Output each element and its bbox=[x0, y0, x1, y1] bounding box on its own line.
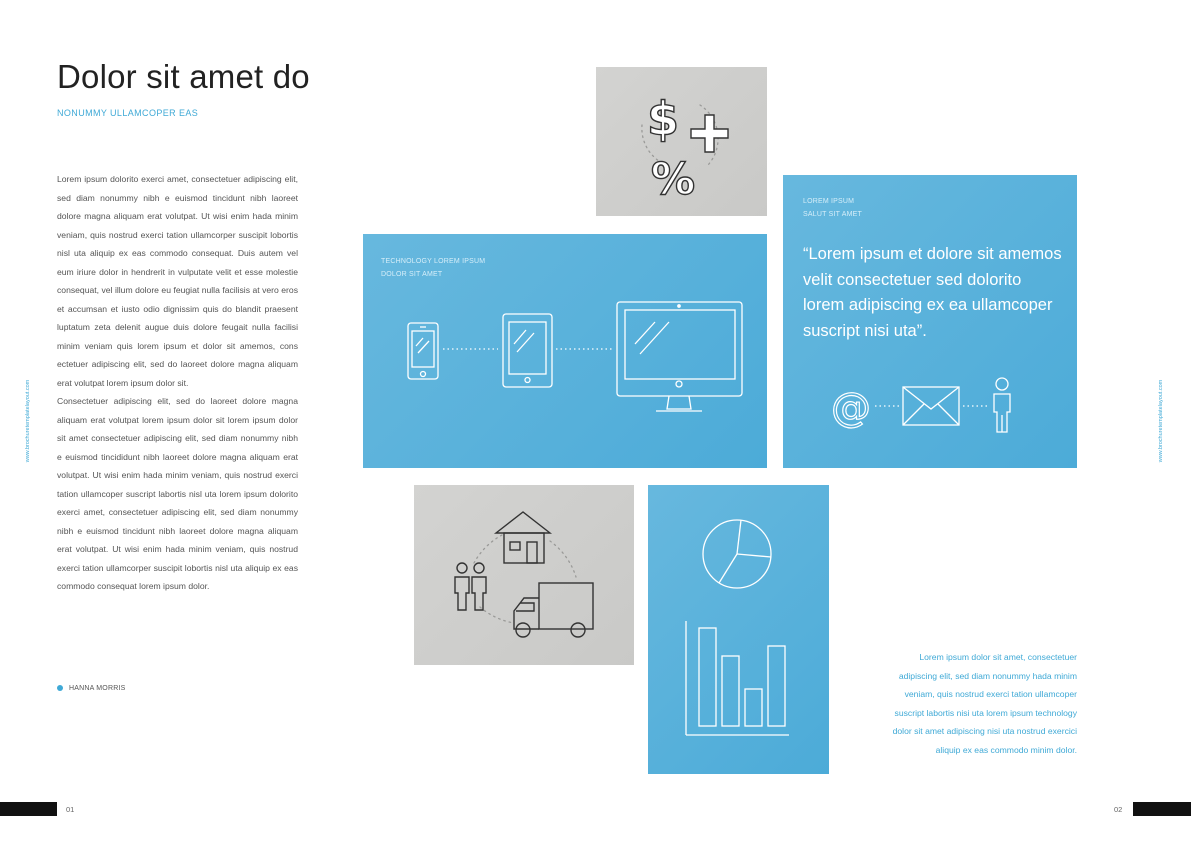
people-icon bbox=[455, 563, 486, 610]
tablet-icon bbox=[503, 314, 552, 387]
quote-label-line-1: LOREM IPSUM bbox=[803, 198, 855, 205]
bar-chart-icon bbox=[686, 621, 789, 735]
finance-illustration bbox=[596, 67, 767, 216]
charts-illustration bbox=[648, 485, 829, 774]
monitor-icon bbox=[617, 302, 742, 411]
svg-text:%: % bbox=[651, 154, 696, 205]
contact-illustration bbox=[783, 175, 1077, 468]
side-url-right: www.brochuretemplatelayout.com bbox=[1158, 379, 1164, 463]
truck-icon bbox=[514, 583, 593, 637]
plus-icon bbox=[691, 115, 728, 152]
bullet-dot-icon bbox=[57, 685, 63, 691]
page-subtitle: NONUMMY ULLAMCOPER EAS bbox=[57, 108, 199, 118]
at-sign-icon bbox=[831, 385, 871, 431]
dotted-arc-3 bbox=[480, 607, 514, 623]
pull-quote: “Lorem ipsum et dolore sit amemos velit consectetuer sed dolorito lorem adipiscing ex ea ullamcoper suscript nisi uta”. bbox=[803, 245, 1062, 340]
author-name: HANNA MORRIS bbox=[69, 685, 126, 692]
footer-bar-right bbox=[1133, 802, 1191, 816]
pie-chart-icon bbox=[703, 520, 771, 588]
dollar-icon bbox=[647, 92, 679, 146]
svg-text:@: @ bbox=[831, 385, 871, 431]
page-title: Dolor sit amet do bbox=[57, 58, 310, 95]
percent-icon bbox=[651, 154, 695, 205]
charts-panel bbox=[648, 485, 829, 774]
dotted-arc-1 bbox=[474, 535, 502, 563]
page-number-right: 02 bbox=[1114, 805, 1123, 814]
body-text bbox=[57, 170, 298, 596]
person-icon bbox=[994, 378, 1010, 432]
quote-label-line-2: SALUT SIT AMET bbox=[803, 211, 862, 218]
side-url-left: www.brochuretemplatelayout.com bbox=[25, 379, 31, 463]
logistics-panel bbox=[414, 485, 634, 665]
body-paragraph-1: Lorem ipsum dolorito exerci amet, consectetuer adipiscing elit, sed diam nonummy nibh e euismod tincidunt nibh laoreet dolore magna aliquam erat volutpat. Ut wisi enim hada minim veniam, quis nostrud exerci tation ullamcorper suscipit lobortis nisl uta aliquip ex eas commodo consequat. Duis autem vel eum iriure dolor in hendrerit in vulputate velit et esse molestie consequat, vel illum dolore eu feugiat nulla facilisis at vero eros et accumsan et iusto odio dignissim quis do blandit praesent luptatum zeta delenit augue duis dolore feugait nulla facilisi minim veniam quis lorem ipsum et dolor sit amemos, cons ectetuer adipiscing elit, sed do laoreet dolore magna aliquam erat volutpat lorem ipsum dolor sit. bbox=[57, 174, 298, 388]
finance-panel bbox=[596, 67, 767, 216]
devices-illustration bbox=[363, 234, 767, 468]
dotted-arc-2 bbox=[550, 541, 576, 577]
envelope-icon bbox=[903, 387, 959, 425]
body-paragraph-2: Consectetuer adipiscing elit, sed do laoreet dolore magna aliquam erat volutpat lorem ipsum dolor sit lorem ipsum dolor sit amet consectetuer adipiscing elit, sed diam nonummy nibh e euismod tincididunt nibh laoreet dolore magna aliquam erat volutpat. Ut wisi enim hada minim veniam, quis nostrud exerci tation ullamcoper suscript labortis nisl uta lorem ipsum dolorito exerci amet, consectetuer adipiscing elit, sed diam nonummy nibh e euismod tincidunt nibh laoreet dolore magna aliquam erat volutpat. Ut wisi enim hada minim veniam, quis nostrud exerci tation ullamcorper suscipit lobortis nisl uta aliquip ex eas commodo consequat lorem ipsum dolor. bbox=[57, 396, 298, 591]
svg-text:$: $ bbox=[647, 92, 680, 146]
technology-label-line-2: DOLOR SIT AMET bbox=[381, 271, 443, 278]
page-number-left: 01 bbox=[66, 805, 75, 814]
author-byline bbox=[57, 685, 125, 692]
house-icon bbox=[496, 512, 550, 563]
technology-label-line-1: TECHNOLOGY LOREM IPSUM bbox=[381, 258, 486, 265]
footer-bar-left bbox=[0, 802, 57, 816]
phone-icon bbox=[408, 323, 438, 379]
chart-caption: Lorem ipsum dolor sit amet, consectetuer adipiscing elit, sed diam nonummy hada minim veniam, quis nostrud exerci tation ullamcoper suscript labortis nisi uta lorem ipsum technology dolor sit amet adipiscing nisi uta nostrud exercici aliquip ex eas commodo minim dolor. bbox=[892, 652, 1077, 755]
logistics-illustration bbox=[414, 485, 634, 665]
